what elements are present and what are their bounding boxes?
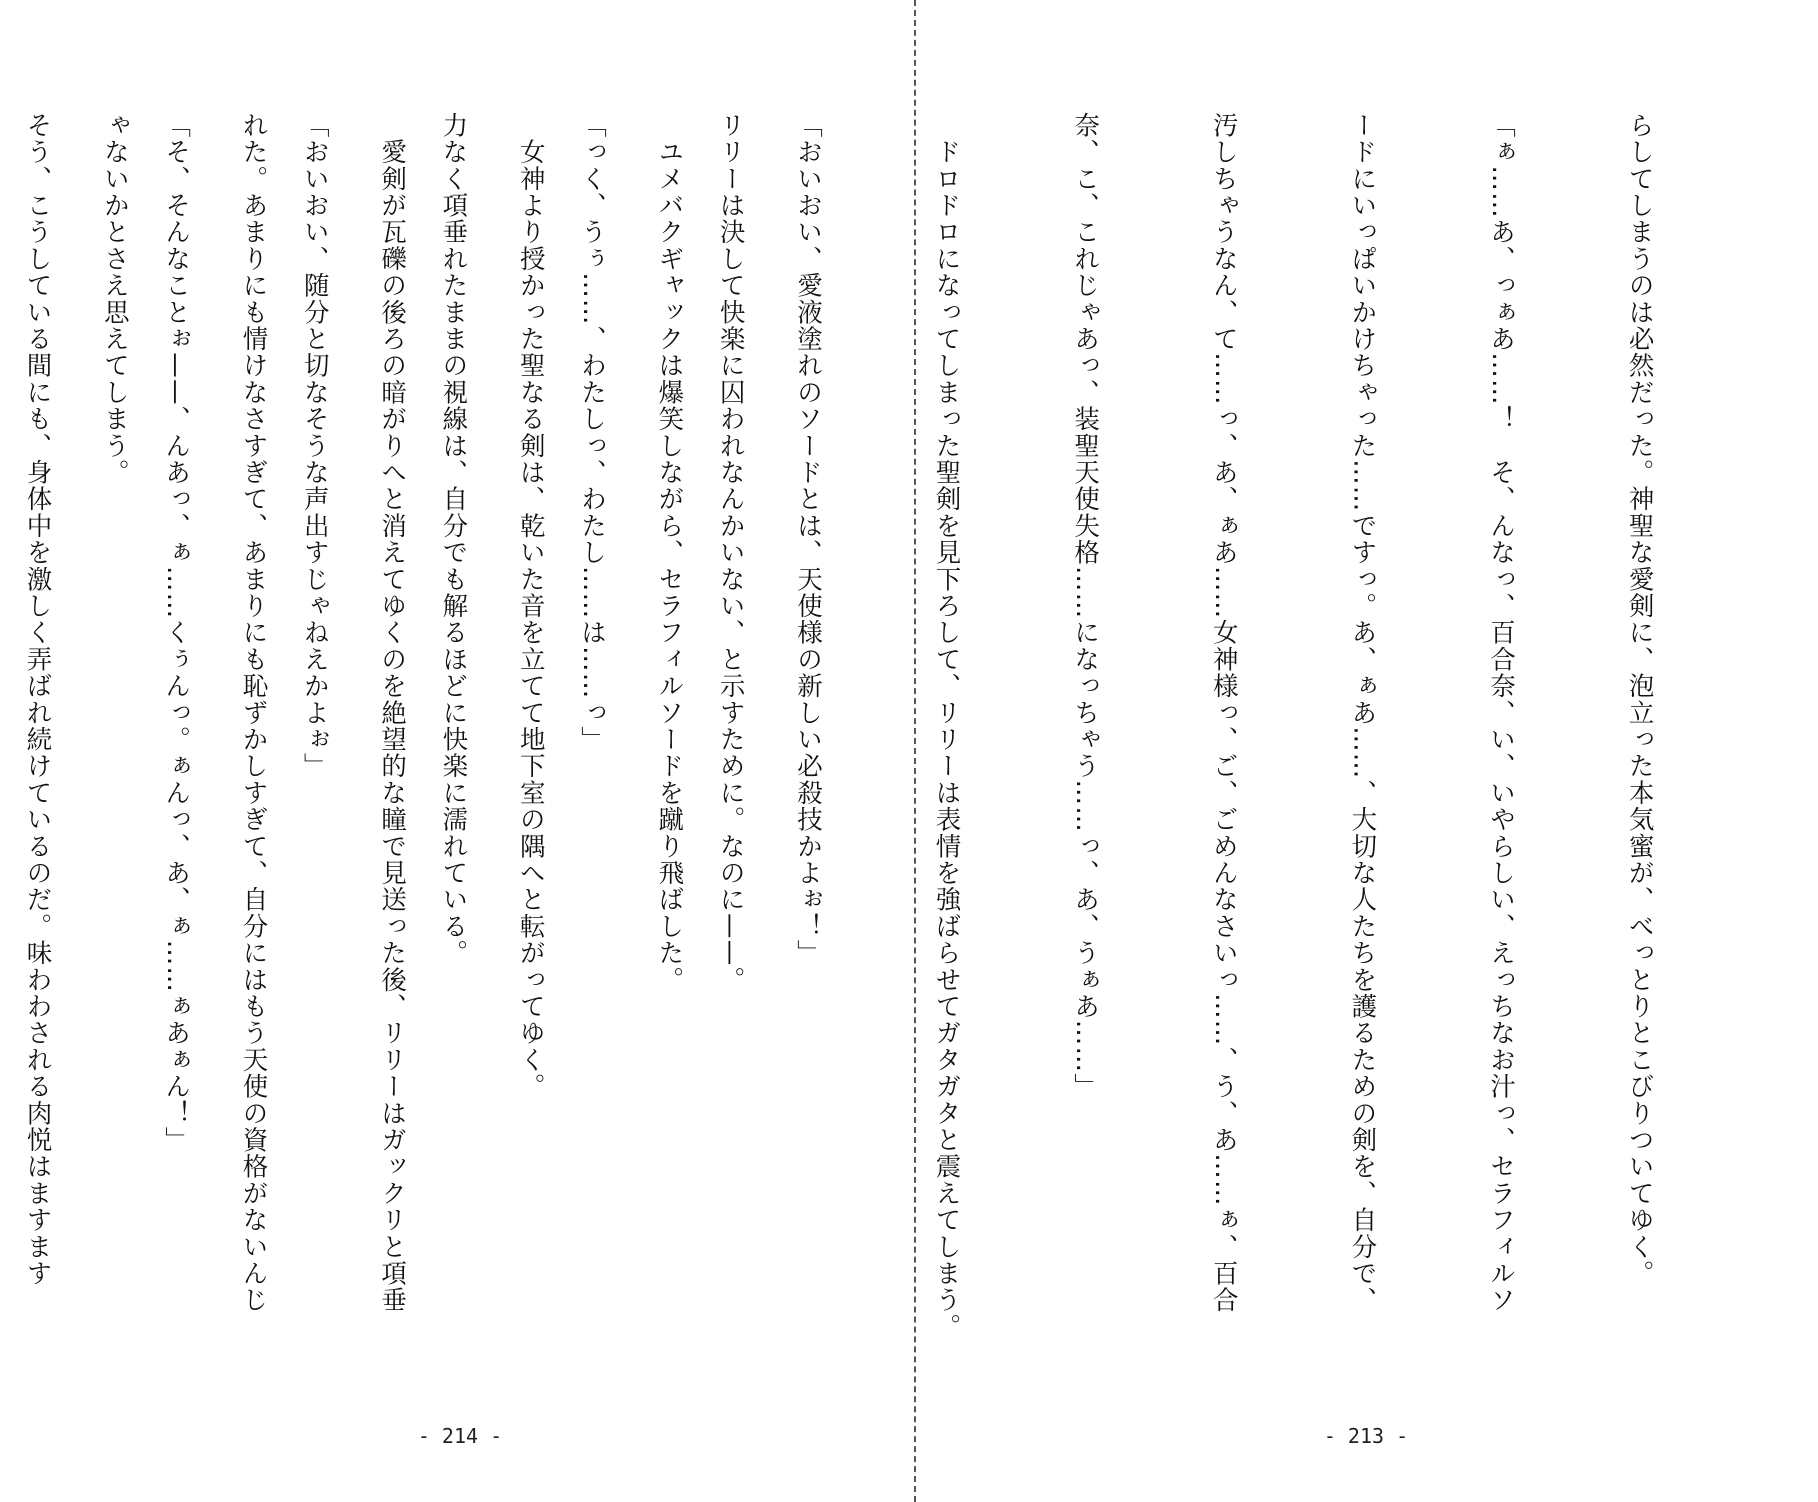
vertical-text-column — [0, 112, 1755, 1412]
text-line: 「おいおい、随分と切なそうな声出すじゃねえかよぉ」 — [299, 112, 330, 780]
text-line: 「っく、うぅ……、わたしっ、わたし……は……っ」 — [576, 112, 607, 753]
text-line: ゃないかとさえ思えてしまう。 — [99, 112, 130, 486]
text-line: ドロドロになってしまった聖剣を見下ろして、リリーは表情を強ばらせてガタガタと震えてしまう。 — [931, 112, 962, 1341]
text-line: 「そ、そんなことぉ——、んあっ、ぁ……くぅんっ。ぁんっ、あ、ぁ……ぁあぁん！」 — [161, 112, 192, 1154]
text-line: 「おいおい、愛液塗れのソードとは、天使様の新しい必殺技かよぉ！」 — [792, 112, 823, 967]
page-number: - 214 - — [417, 1424, 503, 1448]
text-line: ードにいっぱいかけちゃった……ですっ。あ、ぁあ……、大切な人たちを護るための剣を、自分で、 — [1347, 112, 1378, 1314]
page-number: - 213 - — [1323, 1424, 1409, 1448]
text-line: そう、こうしている間にも、身体中を激しく弄ばれ続けているのだ。味わわされる肉悦はますます — [22, 112, 53, 1287]
text-line: 愛剣が瓦礫の後ろの暗がりへと消えてゆくのを絶望的な瞳で見送った後、リリーはガックリと項垂 — [377, 112, 408, 1314]
text-line: 力なく項垂れたままの視線は、自分でも解るほどに快楽に濡れている。 — [438, 112, 469, 967]
text-line: れた。あまりにも情けなさすぎて、あまりにも恥ずかしすぎて、自分にはもう天使の資格がないんじ — [238, 112, 269, 1314]
text-line: 女神より授かった聖なる剣は、乾いた音を立てて地下室の隅へと転がってゆく。 — [515, 112, 546, 1100]
text-line: 「ぁ……あ、っぁあ……！ そ、んなっ、百合奈、い、いやらしい、えっちなお汁っ、セラフィルソ — [1485, 112, 1516, 1314]
text-line: リリーは決して快楽に囚われなんかいない、と示すために。なのに——。 — [715, 112, 746, 994]
text-line: 奈、こ、これじゃあっ、装聖天使失格……になっちゃう……っ、あ、うぁあ……」 — [1070, 112, 1101, 1100]
text-line: らしてしまうのは必然だった。神聖な愛剣に、泡立った本気蜜が、べっとりとこびりついてゆく。 — [1624, 112, 1655, 1287]
text-line: ユメバクギャックは爆笑しながら、セラフィルソードを蹴り飛ばした。 — [654, 112, 685, 994]
text-line: 汚しちゃうなん、て……っ、あ、ぁあ……女神様っ、ご、ごめんなさいっ……、う、あ……ぁ、百合 — [1208, 112, 1239, 1314]
